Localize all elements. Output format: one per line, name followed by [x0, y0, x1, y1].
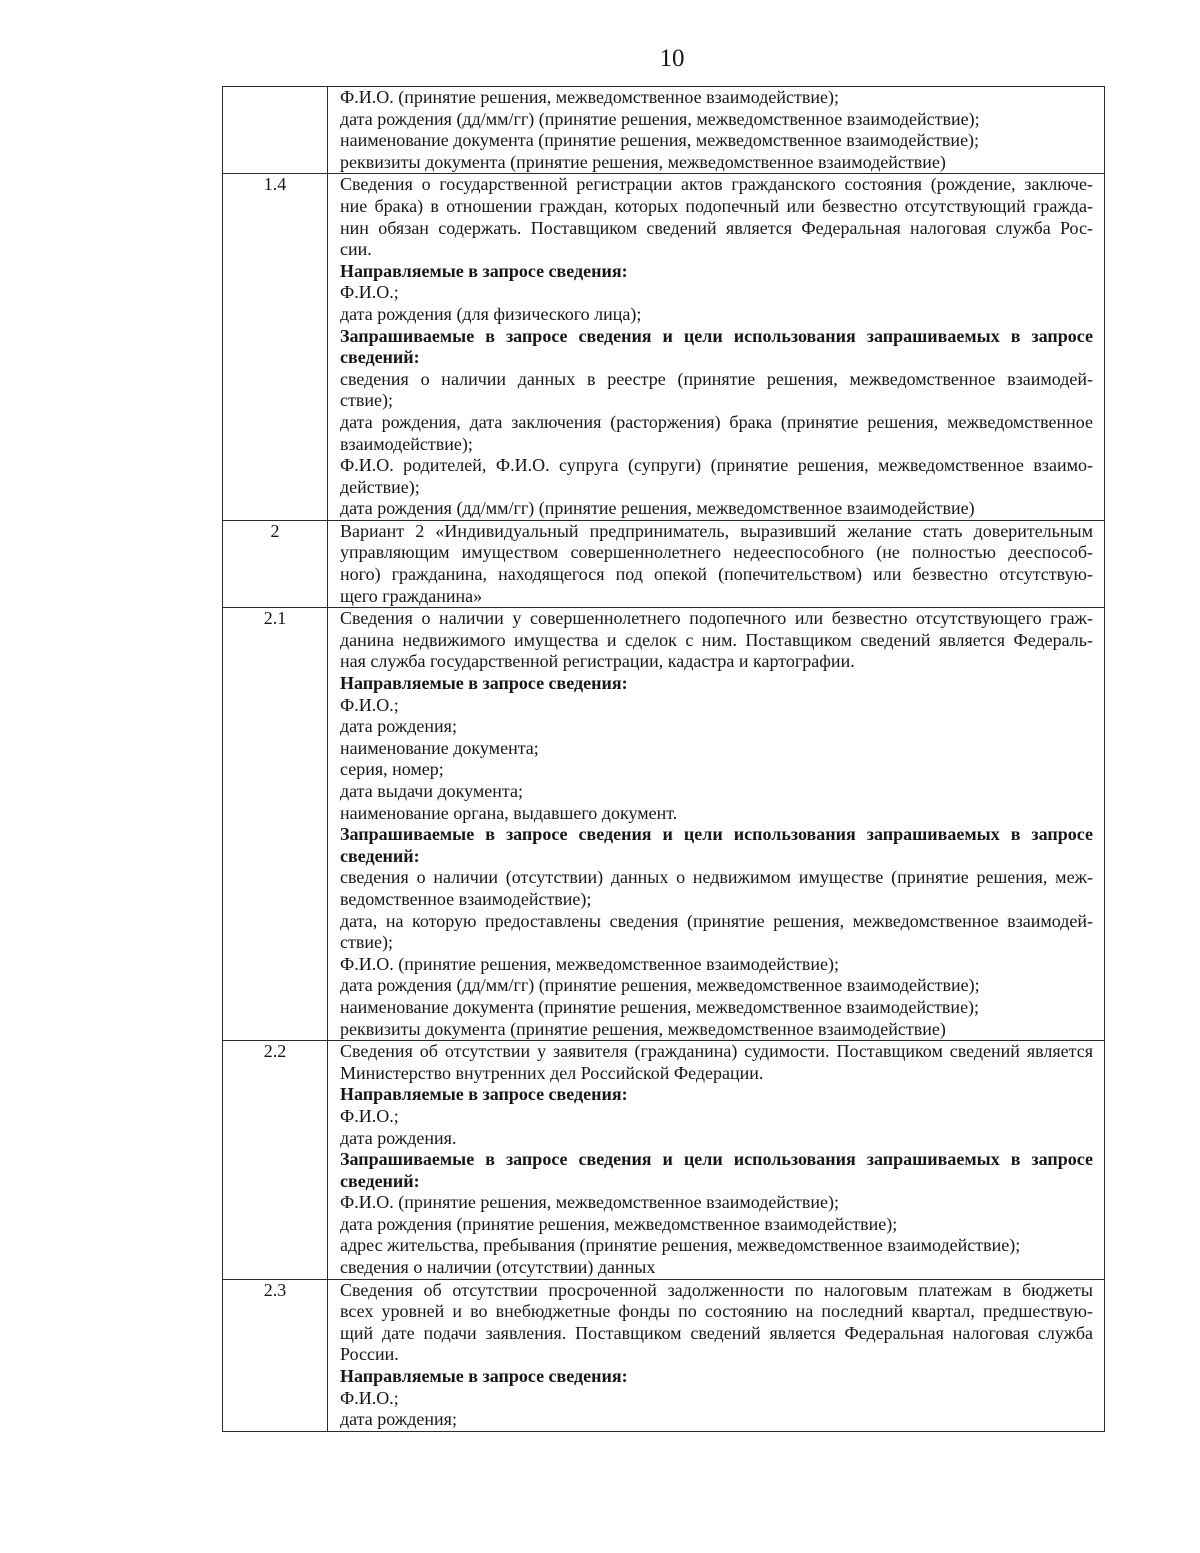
- text-line: дата, на которую предоставлены сведения (принятие решения, межведомственное взаимодей-: [340, 910, 1093, 931]
- text-line: Ф.И.О. (принятие решения, межведомственное взаимодействие);: [340, 87, 839, 107]
- row-number: 2.3: [223, 1280, 328, 1431]
- text-line: дата рождения;: [340, 1409, 457, 1430]
- section-heading-line: Направляемые в запросе сведения:: [340, 1366, 628, 1387]
- text-line: ствие);: [340, 390, 393, 411]
- text-line: наименование документа;: [340, 737, 539, 758]
- table-row: [223, 1041, 1104, 1280]
- text-line: Ф.И.О. (принятие решения, межведомственное взаимодействие);: [340, 953, 839, 974]
- section-heading-line: Направляемые в запросе сведения:: [340, 1084, 628, 1105]
- text-line: Ф.И.О.;: [340, 282, 399, 303]
- row-number: 1.4: [223, 174, 328, 520]
- text-line: сии.: [340, 239, 372, 260]
- row-content: [328, 1041, 1104, 1279]
- text-line: взаимодействие);: [340, 433, 473, 454]
- text-line: нин обязан содержать. Поставщиком сведений является Федеральная налоговая служба Рос-: [340, 217, 1093, 238]
- text-line: реквизиты документа (принятие решения, межведомственное взаимодействие): [340, 151, 946, 172]
- text-line: сведения о наличии (отсутствии) данных о недвижимом имуществе (принятие решения, меж-: [340, 867, 1093, 888]
- text-line: Сведения о государственной регистрации актов гражданского состояния (рождение, заключе-: [340, 174, 1093, 195]
- text-line: реквизиты документа (принятие решения, межведомственное взаимодействие): [340, 1018, 946, 1039]
- text-line: Ф.И.О.;: [340, 1105, 399, 1126]
- text-line: всех уровней и во внебюджетные фонды по состоянию на последний квартал, предшествую-: [340, 1301, 1093, 1322]
- section-heading-line: Запрашиваемые в запросе сведения и цели использования запрашиваемых в запросе: [340, 325, 1093, 346]
- text-line: данина недвижимого имущества и сделок с ним. Поставщиком сведений является Федераль-: [340, 629, 1093, 650]
- text-line: щего гражданина»: [340, 585, 483, 606]
- text-line: Вариант 2 «Индивидуальный предприниматель, выразивший желание стать доверительным: [340, 520, 1093, 541]
- text-line: ная служба государственной регистрации, кадастра и картографии.: [340, 651, 855, 672]
- page-number: 10: [659, 45, 685, 72]
- section-heading-line: сведений:: [340, 347, 420, 368]
- text-line: Сведения об отсутствии просроченной задолженности по налоговым платежам в бюджеты: [340, 1279, 1093, 1300]
- row-number: 2.1: [223, 608, 328, 1040]
- row-content: [328, 608, 1104, 1040]
- text-line: щий дате подачи заявления. Поставщиком сведений является Федеральная налоговая служба: [340, 1322, 1093, 1343]
- row-content: [328, 1280, 1104, 1431]
- row-number: 2: [223, 521, 328, 607]
- row-content: [328, 174, 1104, 520]
- text-line: ного) гражданина, находящегося под опекой (попечительством) или безвестно отсутствую-: [340, 564, 1093, 585]
- text-line: дата рождения (дд/мм/гг) (принятие решения, межведомственное взаимодействие): [340, 498, 975, 519]
- text-line: Ф.И.О. (принятие решения, межведомственное взаимодействие);: [340, 1192, 839, 1213]
- text-line: дата рождения.: [340, 1127, 457, 1148]
- text-line: дата рождения (для физического лица);: [340, 303, 642, 324]
- section-heading-line: сведений:: [340, 845, 420, 866]
- text-line: Ф.И.О.;: [340, 694, 399, 715]
- table-row: [223, 174, 1104, 521]
- text-line: дата выдачи документа;: [340, 781, 523, 801]
- text-line: ствие);: [340, 932, 393, 953]
- text-line: адрес жительства, пребывания (принятие решения, межведомственное взаимодействие);: [340, 1235, 1021, 1256]
- table-row: [223, 521, 1104, 608]
- text-line: наименование органа, выдавшего документ.: [340, 802, 678, 823]
- table-row: [223, 87, 1104, 174]
- text-line: Министерство внутренних дел Российской Федерации.: [340, 1062, 764, 1083]
- text-line: сведения о наличии (отсутствии) данных: [340, 1257, 656, 1278]
- section-heading-line: Направляемые в запросе сведения:: [340, 673, 628, 694]
- text-line: наименование документа (принятие решения, межведомственное взаимодействие);: [340, 996, 980, 1017]
- text-line: наименование документа (принятие решения, межведомственное взаимодействие);: [340, 130, 980, 151]
- text-line: управляющим имуществом совершеннолетнего недееспособного (не полностью дееспособ-: [340, 542, 1093, 563]
- row-content: [328, 87, 1104, 173]
- text-line: дата рождения, дата заключения (расторжения) брака (принятие решения, межведомственное: [340, 411, 1093, 432]
- text-line: дата рождения;: [340, 716, 457, 737]
- text-line: Ф.И.О. родителей, Ф.И.О. супруга (супруги) (принятие решения, межведомственное взаимо-: [340, 455, 1093, 476]
- text-line: ведомственное взаимодействие);: [340, 888, 592, 909]
- text-line: дата рождения (дд/мм/гг) (принятие решения, межведомственное взаимодействие);: [340, 108, 980, 129]
- text-line: России.: [340, 1344, 399, 1365]
- section-heading-line: Запрашиваемые в запросе сведения и цели использования запрашиваемых в запросе: [340, 824, 1093, 845]
- text-line: дата рождения (принятие решения, межведомственное взаимодействие);: [340, 1213, 898, 1234]
- data-table: [222, 86, 1105, 1432]
- section-heading-line: сведений:: [340, 1170, 420, 1191]
- text-line: Сведения о наличии у совершеннолетнего подопечного или безвестно отсутствующего граж-: [340, 608, 1093, 629]
- row-content: [328, 521, 1104, 607]
- section-heading-line: Направляемые в запросе сведения:: [340, 260, 628, 281]
- text-line: Ф.И.О.;: [340, 1387, 399, 1408]
- text-line: ние брака) в отношении граждан, которых подопечный или безвестно отсутствующий гражда-: [340, 195, 1093, 216]
- table-row: [223, 608, 1104, 1041]
- section-heading-line: Запрашиваемые в запросе сведения и цели использования запрашиваемых в запросе: [340, 1149, 1093, 1170]
- text-line: дата рождения (дд/мм/гг) (принятие решения, межведомственное взаимодействие);: [340, 975, 980, 996]
- text-line: сведения о наличии данных в реестре (принятие решения, межведомственное взаимодей-: [340, 368, 1093, 389]
- text-line: Сведения об отсутствии у заявителя (гражданина) судимости. Поставщиком сведений является: [340, 1041, 1093, 1062]
- row-number: 2.2: [223, 1041, 328, 1279]
- text-line: действие);: [340, 476, 420, 497]
- table-row: [223, 1280, 1104, 1431]
- row-number: [223, 87, 328, 173]
- text-line: серия, номер;: [340, 759, 444, 780]
